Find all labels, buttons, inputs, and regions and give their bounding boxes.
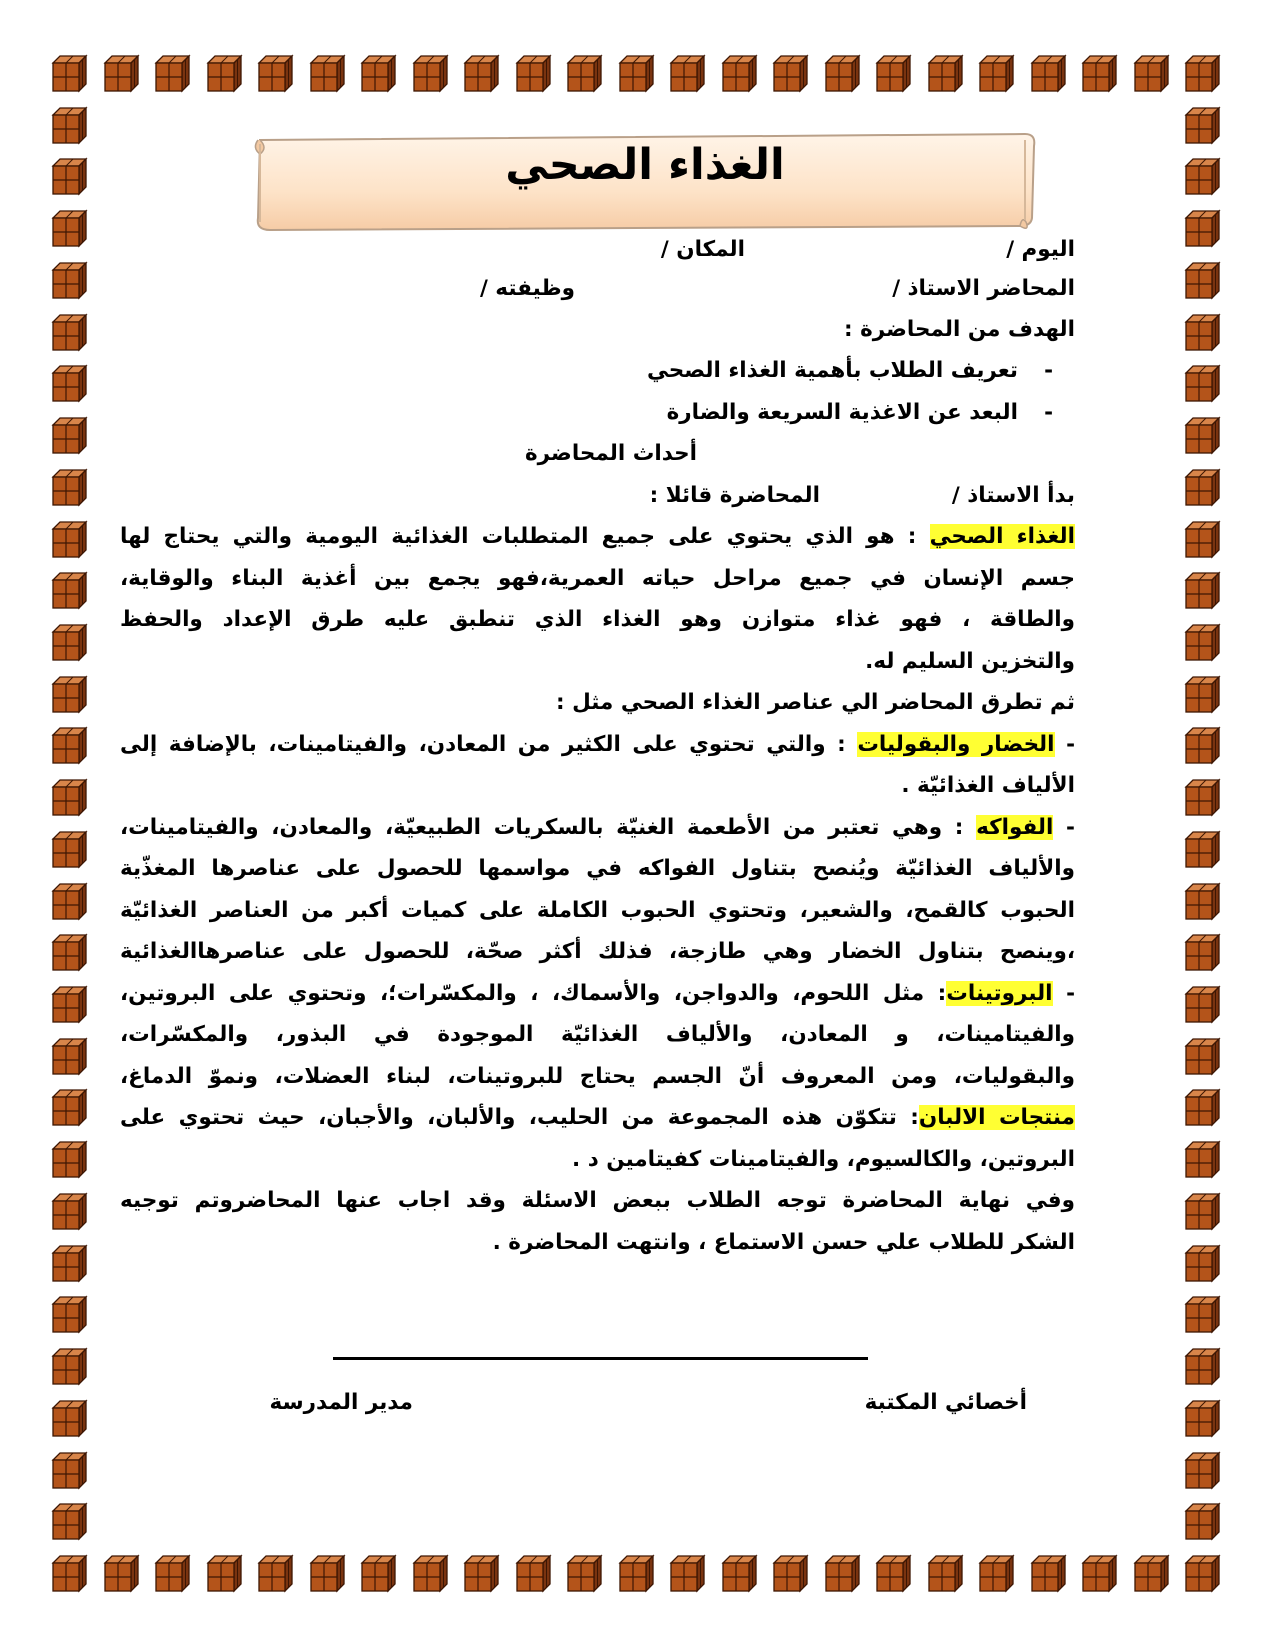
- brick-block-icon: [1186, 1246, 1219, 1281]
- brick-block-icon: [53, 1504, 86, 1539]
- brick-block-icon: [53, 159, 86, 194]
- brick-block-icon: [1186, 470, 1219, 505]
- brick-block-icon: [1083, 56, 1116, 91]
- brick-block-icon: [1186, 1090, 1219, 1125]
- fruits-line: - الفواكه : وهي تعتبر من الأطعمة الغنيّة بالسكريات الطبيعيّة، والمعادن، والفيتامينات،: [120, 815, 1075, 840]
- brick-block-icon: [1186, 677, 1219, 712]
- definition-line: والتخزين السليم له.: [865, 649, 1075, 674]
- brick-block-icon: [1186, 211, 1219, 246]
- brick-block-icon: [1186, 573, 1219, 608]
- brick-block-icon: [53, 56, 86, 91]
- brick-block-icon: [980, 1556, 1013, 1591]
- brick-block-icon: [53, 1556, 86, 1591]
- goal-item: تعريف الطلاب بأهمية الغذاء الصحي: [646, 358, 1018, 383]
- brick-block-icon: [53, 263, 86, 298]
- elements-intro: ثم تطرق المحاضر الي عناصر الغذاء الصحي مثل :: [556, 690, 1075, 715]
- brick-block-icon: [53, 884, 86, 919]
- brick-block-icon: [1135, 1556, 1168, 1591]
- brick-block-icon: [723, 1556, 756, 1591]
- term-healthy-food: الغذاء الصحي: [929, 524, 1075, 549]
- brick-block-icon: [465, 56, 498, 91]
- brick-block-icon: [53, 1090, 86, 1125]
- brick-block-icon: [105, 1556, 138, 1591]
- brick-block-icon: [1186, 1142, 1219, 1177]
- brick-block-icon: [53, 1039, 86, 1074]
- brick-block-icon: [620, 56, 653, 91]
- brick-block-icon: [53, 625, 86, 660]
- place-label: المكان /: [660, 237, 745, 262]
- brick-block-icon: [980, 56, 1013, 91]
- proteins-line: - البروتينات: مثل اللحوم، والدواجن، والأسماك، ، والمكسّرات؛، وتحتوي على البروتين،: [120, 981, 1075, 1006]
- proteins-line: والبقوليات، ومن المعروف أنّ الجسم يحتاج للبروتينات، لبناء العضلات، ونموّ الدماغ،: [120, 1064, 1075, 1089]
- start-lecture-label: المحاضرة قائلا :: [649, 483, 820, 508]
- document-title: الغذاء الصحي: [505, 140, 785, 190]
- brick-block-icon: [1186, 780, 1219, 815]
- brick-block-icon: [774, 56, 807, 91]
- definition-line: جسم الإنسان في جميع مراحل حياته العمرية،فهو يجمع بين أغذية البناء والوقاية،: [120, 566, 1075, 591]
- definition-line: والطاقة ، فهو غذاء متوازن وهو الغذاء الذي تنطبق عليه طرق الإعداد والحفظ: [120, 607, 1075, 632]
- term-dairy: منتجات الالبان: [918, 1105, 1075, 1130]
- brick-block-icon: [826, 1556, 859, 1591]
- brick-block-icon: [311, 1556, 344, 1591]
- brick-block-icon: [259, 56, 292, 91]
- closing-line: وفي نهاية المحاضرة توجه الطلاب ببعض الاسئلة وقد اجاب عنها المحاضروتم توجيه: [120, 1188, 1075, 1213]
- brick-block-icon: [156, 56, 189, 91]
- brick-block-icon: [723, 56, 756, 91]
- brick-block-icon: [362, 1556, 395, 1591]
- brick-block-icon: [156, 1556, 189, 1591]
- brick-block-icon: [929, 56, 962, 91]
- brick-block-icon: [259, 1556, 292, 1591]
- dairy-line: البروتين، والكالسيوم، والفيتامينات كفيتامين د .: [572, 1147, 1075, 1172]
- brick-block-icon: [105, 56, 138, 91]
- brick-block-icon: [362, 56, 395, 91]
- brick-block-icon: [1032, 1556, 1065, 1591]
- brick-block-icon: [1186, 263, 1219, 298]
- goal-item-dash: -: [1044, 400, 1053, 425]
- brick-block-icon: [517, 56, 550, 91]
- definition-line: الغذاء الصحي : هو الذي يحتوي على جميع المتطلبات الغذائية اليومية والتي يحتاج لها: [120, 524, 1075, 549]
- separator-line: [333, 1357, 868, 1360]
- job-label: وظيفته /: [479, 276, 575, 301]
- proteins-line: والفيتامينات، و المعادن، والألياف الغذائيّة الموجودة في البذور، والمكسّرات،: [120, 1022, 1075, 1047]
- brick-block-icon: [1186, 884, 1219, 919]
- brick-block-icon: [1186, 935, 1219, 970]
- dairy-line: منتجات الالبان: تتكوّن هذه المجموعة من الحليب، والألبان، والأجبان، حيث تحتوي على: [120, 1105, 1075, 1130]
- brick-block-icon: [1186, 1039, 1219, 1074]
- goal-heading: الهدف من المحاضرة :: [843, 317, 1075, 342]
- brick-block-icon: [1186, 56, 1219, 91]
- brick-block-icon: [1186, 418, 1219, 453]
- brick-block-icon: [568, 56, 601, 91]
- closing-line: الشكر للطلاب علي حسن الاستماع ، وانتهت المحاضرة .: [492, 1230, 1075, 1255]
- vegetables-line: الألياف الغذائيّة .: [901, 773, 1075, 798]
- grains-line: الحبوب كالقمح، والشعير، وتحتوي الحبوب الكاملة على كميات أكبر من العناصر الغذائيّة: [120, 898, 1075, 923]
- brick-block-icon: [311, 56, 344, 91]
- term-vegetables: الخضار والبقوليات: [857, 732, 1055, 757]
- brick-block-icon: [1186, 1194, 1219, 1229]
- brick-block-icon: [53, 211, 86, 246]
- brick-block-icon: [53, 780, 86, 815]
- brick-block-icon: [53, 728, 86, 763]
- brick-block-icon: [53, 366, 86, 401]
- brick-block-icon: [1186, 728, 1219, 763]
- brick-block-icon: [53, 1401, 86, 1436]
- brick-block-icon: [774, 1556, 807, 1591]
- brick-block-icon: [1186, 1297, 1219, 1332]
- brick-block-icon: [620, 1556, 653, 1591]
- brick-block-icon: [53, 1453, 86, 1488]
- brick-block-icon: [1186, 1401, 1219, 1436]
- brick-block-icon: [877, 56, 910, 91]
- brick-block-icon: [1186, 159, 1219, 194]
- events-heading: أحداث المحاضرة: [524, 441, 697, 466]
- day-label: اليوم /: [1006, 237, 1075, 262]
- signature-principal: مدير المدرسة: [269, 1390, 413, 1415]
- brick-block-icon: [1186, 1556, 1219, 1591]
- brick-block-icon: [671, 1556, 704, 1591]
- signature-librarian: أخصائي المكتبة: [864, 1390, 1027, 1415]
- brick-block-icon: [53, 1297, 86, 1332]
- brick-block-icon: [1186, 108, 1219, 143]
- brick-block-icon: [1186, 522, 1219, 557]
- brick-block-icon: [414, 1556, 447, 1591]
- brick-block-icon: [826, 56, 859, 91]
- brick-block-icon: [568, 1556, 601, 1591]
- goal-item-dash: -: [1044, 358, 1053, 383]
- brick-block-icon: [53, 1142, 86, 1177]
- brick-block-icon: [53, 573, 86, 608]
- brick-block-icon: [1186, 1349, 1219, 1384]
- brick-block-icon: [1186, 987, 1219, 1022]
- fruits-line: والألياف الغذائيّة ويُنصح بتناول الفواكه في مواسمها للحصول على عناصرها المغذّية: [120, 856, 1075, 881]
- brick-block-icon: [53, 315, 86, 350]
- brick-block-icon: [53, 1246, 86, 1281]
- brick-block-icon: [53, 470, 86, 505]
- brick-block-icon: [1135, 56, 1168, 91]
- brick-block-icon: [53, 677, 86, 712]
- brick-block-icon: [53, 418, 86, 453]
- brick-block-icon: [53, 108, 86, 143]
- brick-block-icon: [53, 522, 86, 557]
- brick-block-icon: [53, 935, 86, 970]
- brick-block-icon: [1186, 1453, 1219, 1488]
- term-fruits: الفواكه: [976, 815, 1054, 840]
- brick-block-icon: [1186, 625, 1219, 660]
- brick-block-icon: [671, 56, 704, 91]
- brick-block-icon: [1186, 366, 1219, 401]
- brick-block-icon: [53, 1349, 86, 1384]
- lecturer-label: المحاضر الاستاذ /: [892, 276, 1075, 301]
- brick-block-icon: [414, 56, 447, 91]
- term-proteins: البروتينات: [946, 981, 1053, 1006]
- brick-block-icon: [1186, 315, 1219, 350]
- brick-block-icon: [465, 1556, 498, 1591]
- brick-block-icon: [1083, 1556, 1116, 1591]
- brick-block-icon: [208, 56, 241, 91]
- brick-block-icon: [53, 1194, 86, 1229]
- start-lecturer-label: بدأ الاستاذ /: [951, 483, 1075, 508]
- goal-item: البعد عن الاغذية السريعة والضارة: [666, 400, 1018, 425]
- brick-block-icon: [53, 987, 86, 1022]
- grains-line: ،وينصح بتناول الخضار وهي طازجة، فذلك أكثر صحّة، للحصول على عناصرهاالغذائية: [120, 939, 1075, 964]
- brick-block-icon: [929, 1556, 962, 1591]
- vegetables-line: - الخضار والبقوليات : والتي تحتوي على الكثير من المعادن، والفيتامينات، بالإضافة إلى: [120, 732, 1075, 757]
- brick-block-icon: [1186, 832, 1219, 867]
- brick-block-icon: [1032, 56, 1065, 91]
- brick-block-icon: [1186, 1504, 1219, 1539]
- brick-block-icon: [208, 1556, 241, 1591]
- brick-block-icon: [877, 1556, 910, 1591]
- brick-block-icon: [517, 1556, 550, 1591]
- brick-block-icon: [53, 832, 86, 867]
